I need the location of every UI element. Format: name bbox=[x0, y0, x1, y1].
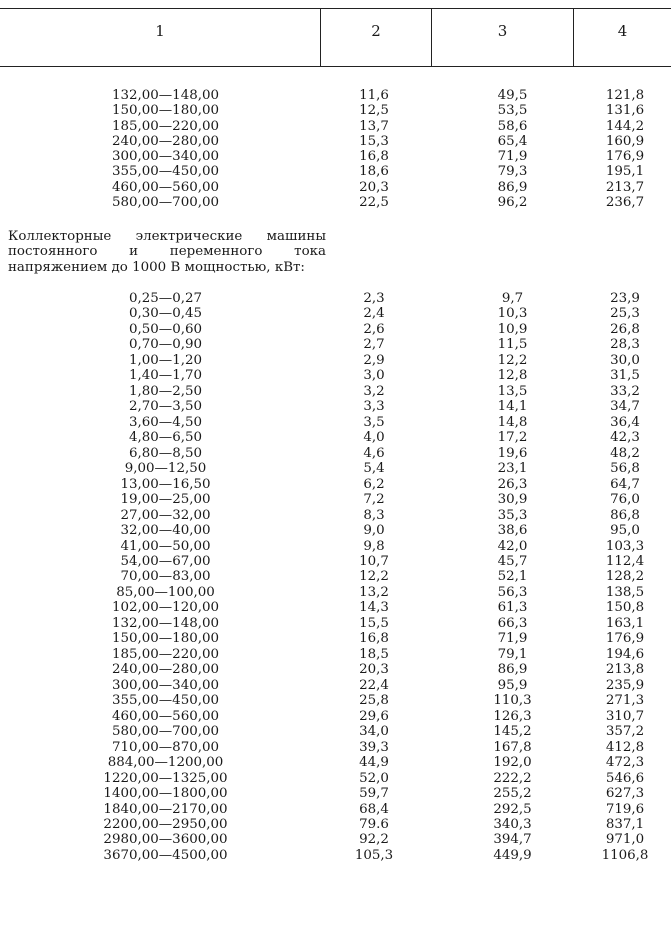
col3-value-cell: 58,6 bbox=[497, 118, 528, 134]
col3-value-cell: 38,6 bbox=[497, 523, 528, 539]
col2-value-cell: 3,3 bbox=[363, 399, 385, 415]
col4-value-cell: 160,9 bbox=[605, 133, 645, 149]
power-range-cell: 2980,00—3600,00 bbox=[103, 832, 228, 848]
power-range-cell: 1400,00—1800,00 bbox=[103, 786, 228, 802]
table-top-rule bbox=[0, 8, 671, 9]
col4-value-cell: 1106,8 bbox=[601, 847, 649, 863]
col4-value-cell: 34,7 bbox=[610, 399, 640, 415]
col4-value-cell: 150,8 bbox=[605, 600, 645, 616]
table-row bbox=[0, 709, 671, 724]
col3-value-cell: 14,1 bbox=[497, 399, 528, 415]
power-range-cell: 132,00—148,00 bbox=[111, 615, 220, 631]
col2-value-cell: 15,5 bbox=[359, 615, 389, 631]
power-range-cell: 884,00—1200,00 bbox=[107, 755, 224, 771]
table-row bbox=[0, 446, 671, 461]
col3-value-cell: 79,3 bbox=[497, 164, 528, 180]
table-row bbox=[0, 461, 671, 476]
col3-value-cell: 255,2 bbox=[493, 786, 532, 802]
col4-value-cell: 23,9 bbox=[610, 291, 640, 306]
col3-value-cell: 66,3 bbox=[497, 615, 528, 631]
col4-value-cell: 95,0 bbox=[610, 523, 640, 539]
col4-value-cell: 163,1 bbox=[605, 615, 645, 631]
col3-value-cell: 12,8 bbox=[497, 368, 528, 384]
table-row bbox=[0, 149, 671, 164]
table-row bbox=[0, 368, 671, 383]
col3-value-cell: 13,5 bbox=[497, 383, 528, 399]
table-row bbox=[0, 415, 671, 430]
table-row bbox=[0, 662, 671, 677]
table-row bbox=[0, 306, 671, 321]
table-row bbox=[0, 600, 671, 615]
power-range-cell: 0,30—0,45 bbox=[128, 306, 203, 322]
col4-value-cell: 56,8 bbox=[610, 461, 640, 477]
col2-value-cell: 13,7 bbox=[359, 118, 389, 134]
col3-value-cell: 192,0 bbox=[493, 755, 532, 771]
col4-value-cell: 26,8 bbox=[610, 321, 640, 337]
col3-value-cell: 79,1 bbox=[497, 646, 528, 662]
col3-value-cell: 26,3 bbox=[497, 476, 528, 492]
power-range-cell: 13,00—16,50 bbox=[120, 476, 211, 492]
section-title: Коллекторные электрические машины постоянного и переменного тока напряжением до 1000 В мощностью, кВт: bbox=[8, 229, 326, 275]
col4-value-cell: 271,3 bbox=[605, 693, 645, 709]
col3-value-cell: 45,7 bbox=[497, 553, 528, 569]
table-row bbox=[0, 164, 671, 179]
power-range-cell: 2200,00—2950,00 bbox=[103, 816, 228, 832]
table-row bbox=[0, 678, 671, 693]
power-range-cell: 300,00—340,00 bbox=[111, 677, 220, 693]
power-range-cell: 240,00—280,00 bbox=[111, 662, 220, 678]
table-row bbox=[0, 88, 671, 103]
table-row bbox=[0, 430, 671, 445]
col3-value-cell: 96,2 bbox=[497, 194, 528, 210]
col2-value-cell: 3,2 bbox=[363, 383, 385, 399]
table-row bbox=[0, 740, 671, 755]
table-row bbox=[0, 832, 671, 847]
col2-value-cell: 29,6 bbox=[359, 708, 389, 724]
col2-value-cell: 68,4 bbox=[359, 801, 389, 817]
power-range-cell: 1,80—2,50 bbox=[128, 383, 203, 399]
power-range-cell: 0,50—0,60 bbox=[128, 321, 203, 337]
power-range-cell: 132,00—148,00 bbox=[111, 88, 220, 103]
col2-value-cell: 2,4 bbox=[363, 306, 385, 322]
col2-value-cell: 20,3 bbox=[359, 179, 389, 195]
col3-value-cell: 145,2 bbox=[493, 724, 532, 740]
col2-value-cell: 9,0 bbox=[363, 523, 385, 539]
col2-value-cell: 59,7 bbox=[359, 786, 389, 802]
col2-value-cell: 105,3 bbox=[354, 847, 394, 863]
col4-value-cell: 837,1 bbox=[605, 816, 645, 832]
power-range-cell: 9,00—12,50 bbox=[124, 461, 207, 477]
power-range-cell: 32,00—40,00 bbox=[120, 523, 211, 539]
col3-value-cell: 9,7 bbox=[501, 291, 524, 306]
col4-value-cell: 412,8 bbox=[605, 739, 645, 755]
col4-value-cell: 42,3 bbox=[610, 430, 640, 446]
power-range-cell: 85,00—100,00 bbox=[116, 584, 215, 600]
power-range-cell: 1840,00—2170,00 bbox=[103, 801, 228, 817]
col4-value-cell: 112,4 bbox=[605, 553, 645, 569]
col4-value-cell: 971,0 bbox=[605, 832, 645, 848]
power-range-cell: 54,00—67,00 bbox=[120, 553, 211, 569]
col3-value-cell: 42,0 bbox=[497, 538, 528, 554]
table-row bbox=[0, 786, 671, 801]
col4-value-cell: 30,0 bbox=[610, 352, 640, 368]
table-row bbox=[0, 291, 671, 306]
table-row bbox=[0, 477, 671, 492]
col3-value-cell: 95,9 bbox=[497, 677, 528, 693]
col2-value-cell: 16,8 bbox=[359, 149, 389, 164]
col4-value-cell: 103,3 bbox=[605, 538, 645, 554]
col3-value-cell: 12,2 bbox=[497, 352, 528, 368]
table-row bbox=[0, 492, 671, 507]
col4-value-cell: 176,9 bbox=[605, 631, 645, 647]
power-range-cell: 150,00—180,00 bbox=[111, 631, 220, 647]
table-row bbox=[0, 195, 671, 210]
col4-value-cell: 33,2 bbox=[610, 383, 640, 399]
col4-value-cell: 64,7 bbox=[610, 476, 640, 492]
col2-value-cell: 3,0 bbox=[363, 368, 385, 384]
power-range-cell: 1220,00—1325,00 bbox=[103, 770, 228, 786]
col4-value-cell: 194,6 bbox=[605, 646, 645, 662]
power-range-cell: 710,00—870,00 bbox=[111, 739, 220, 755]
table-row bbox=[0, 554, 671, 569]
col3-value-cell: 17,2 bbox=[497, 430, 528, 446]
power-range-cell: 580,00—700,00 bbox=[111, 194, 220, 210]
col4-value-cell: 357,2 bbox=[605, 724, 645, 740]
power-range-cell: 70,00—83,00 bbox=[120, 569, 211, 585]
col4-value-cell: 131,6 bbox=[605, 103, 645, 119]
col3-value-cell: 61,3 bbox=[497, 600, 528, 616]
col3-value-cell: 30,9 bbox=[497, 492, 528, 508]
col2-value-cell: 39,3 bbox=[359, 739, 389, 755]
table-row bbox=[0, 771, 671, 786]
col3-value-cell: 340,3 bbox=[493, 816, 532, 832]
col3-value-cell: 86,9 bbox=[497, 179, 528, 195]
col2-value-cell: 4,0 bbox=[363, 430, 385, 446]
power-range-cell: 460,00—560,00 bbox=[111, 708, 220, 724]
col2-value-cell: 12,5 bbox=[359, 103, 389, 119]
table-row bbox=[0, 693, 671, 708]
power-range-cell: 300,00—340,00 bbox=[111, 149, 220, 164]
col2-value-cell: 4,6 bbox=[363, 445, 385, 461]
col4-value-cell: 36,4 bbox=[610, 414, 640, 430]
col3-value-cell: 49,5 bbox=[497, 88, 528, 103]
power-range-cell: 240,00—280,00 bbox=[111, 133, 220, 149]
header-col-1: 1 bbox=[155, 22, 165, 40]
table-row bbox=[0, 755, 671, 770]
col3-value-cell: 35,3 bbox=[497, 507, 528, 523]
col4-value-cell: 472,3 bbox=[605, 755, 645, 771]
col3-value-cell: 167,8 bbox=[493, 739, 532, 755]
col2-value-cell: 34,0 bbox=[359, 724, 389, 740]
table-row bbox=[0, 399, 671, 414]
col2-value-cell: 44,9 bbox=[359, 755, 389, 771]
col2-value-cell: 92,2 bbox=[359, 832, 389, 848]
col3-value-cell: 10,9 bbox=[497, 321, 528, 337]
col4-value-cell: 31,5 bbox=[610, 368, 640, 384]
col2-value-cell: 22,4 bbox=[359, 677, 389, 693]
power-range-cell: 3,60—4,50 bbox=[128, 414, 203, 430]
col4-value-cell: 25,3 bbox=[610, 306, 640, 322]
col4-value-cell: 48,2 bbox=[610, 445, 640, 461]
col3-value-cell: 14,8 bbox=[497, 414, 528, 430]
col2-value-cell: 13,2 bbox=[359, 584, 389, 600]
power-range-cell: 460,00—560,00 bbox=[111, 179, 220, 195]
power-range-cell: 4,80—6,50 bbox=[128, 430, 203, 446]
power-range-cell: 150,00—180,00 bbox=[111, 103, 220, 119]
power-range-cell: 0,70—0,90 bbox=[128, 337, 203, 353]
col2-value-cell: 22,5 bbox=[359, 194, 389, 210]
power-range-cell: 355,00—450,00 bbox=[111, 164, 220, 180]
col2-value-cell: 18,5 bbox=[359, 646, 389, 662]
power-range-cell: 580,00—700,00 bbox=[111, 724, 220, 740]
col3-value-cell: 53,5 bbox=[497, 103, 528, 119]
col2-value-cell: 20,3 bbox=[359, 662, 389, 678]
col2-value-cell: 8,3 bbox=[363, 507, 385, 523]
col4-value-cell: 144,2 bbox=[605, 118, 645, 134]
header-bottom-rule bbox=[0, 66, 671, 67]
header-col-4: 4 bbox=[617, 22, 628, 40]
col4-value-cell: 213,8 bbox=[605, 662, 645, 678]
col3-value-cell: 449,9 bbox=[493, 847, 532, 863]
col3-value-cell: 19,6 bbox=[497, 445, 528, 461]
col3-value-cell: 292,5 bbox=[493, 801, 532, 817]
power-range-cell: 185,00—220,00 bbox=[111, 646, 220, 662]
table-row bbox=[0, 539, 671, 554]
col3-value-cell: 52,1 bbox=[497, 569, 528, 585]
col4-value-cell: 236,7 bbox=[605, 194, 645, 210]
col3-value-cell: 71,9 bbox=[497, 631, 528, 647]
col2-value-cell: 11,6 bbox=[359, 88, 389, 103]
col4-value-cell: 546,6 bbox=[605, 770, 645, 786]
col4-value-cell: 235,9 bbox=[605, 677, 645, 693]
col4-value-cell: 121,8 bbox=[605, 88, 645, 103]
col4-value-cell: 128,2 bbox=[605, 569, 645, 585]
power-range-cell: 1,40—1,70 bbox=[128, 368, 203, 384]
col4-value-cell: 76,0 bbox=[610, 492, 640, 508]
header-col-2: 2 bbox=[371, 22, 381, 40]
col4-value-cell: 138,5 bbox=[605, 584, 645, 600]
power-range-cell: 3670,00—4500,00 bbox=[103, 847, 228, 863]
table-row bbox=[0, 103, 671, 118]
power-range-cell: 27,00—32,00 bbox=[120, 507, 211, 523]
col2-value-cell: 7,2 bbox=[363, 492, 385, 508]
col3-value-cell: 23,1 bbox=[497, 461, 528, 477]
power-range-cell: 41,00—50,00 bbox=[120, 538, 211, 554]
col2-value-cell: 2,9 bbox=[363, 352, 385, 368]
col3-value-cell: 10,3 bbox=[497, 306, 528, 322]
col4-value-cell: 213,7 bbox=[605, 179, 645, 195]
col2-value-cell: 5,4 bbox=[363, 461, 385, 477]
col3-value-cell: 11,5 bbox=[497, 337, 528, 353]
table-row bbox=[0, 569, 671, 584]
table-row bbox=[0, 322, 671, 337]
col2-value-cell: 25,8 bbox=[359, 693, 389, 709]
power-range-cell: 6,80—8,50 bbox=[128, 445, 203, 461]
power-range-cell: 102,00—120,00 bbox=[111, 600, 220, 616]
col2-value-cell: 2,3 bbox=[363, 291, 385, 306]
table-row bbox=[0, 802, 671, 817]
table-row bbox=[0, 817, 671, 832]
col2-value-cell: 79.6 bbox=[359, 816, 389, 832]
power-range-cell: 1,00—1,20 bbox=[128, 352, 203, 368]
col4-value-cell: 719,6 bbox=[605, 801, 645, 817]
power-range-cell: 355,00—450,00 bbox=[111, 693, 220, 709]
col2-value-cell: 12,2 bbox=[359, 569, 389, 585]
table-row bbox=[0, 353, 671, 368]
col3-value-cell: 110,3 bbox=[493, 693, 532, 709]
table-row bbox=[0, 180, 671, 195]
col4-value-cell: 627,3 bbox=[605, 786, 645, 802]
col3-value-cell: 394,7 bbox=[493, 832, 532, 848]
col3-value-cell: 126,3 bbox=[493, 708, 532, 724]
col3-value-cell: 71,9 bbox=[497, 149, 528, 164]
col2-value-cell: 2,7 bbox=[363, 337, 385, 353]
col3-value-cell: 56,3 bbox=[497, 584, 528, 600]
col2-value-cell: 3,5 bbox=[363, 414, 385, 430]
col2-value-cell: 15,3 bbox=[359, 133, 389, 149]
col4-value-cell: 28,3 bbox=[610, 337, 640, 353]
col4-value-cell: 86,8 bbox=[610, 507, 640, 523]
col2-value-cell: 16,8 bbox=[359, 631, 389, 647]
col2-value-cell: 2,6 bbox=[363, 321, 385, 337]
table-row bbox=[0, 384, 671, 399]
col3-value-cell: 86,9 bbox=[497, 662, 528, 678]
power-range-cell: 0,25—0,27 bbox=[128, 291, 203, 306]
table-row bbox=[0, 508, 671, 523]
header-col-3: 3 bbox=[497, 22, 508, 40]
col4-value-cell: 310,7 bbox=[605, 708, 645, 724]
table-row bbox=[0, 119, 671, 134]
col2-value-cell: 14,3 bbox=[359, 600, 389, 616]
col4-value-cell: 195,1 bbox=[605, 164, 645, 180]
col3-value-cell: 65,4 bbox=[497, 133, 528, 149]
table-row bbox=[0, 631, 671, 646]
table-row bbox=[0, 585, 671, 600]
table-row bbox=[0, 647, 671, 662]
table-row bbox=[0, 724, 671, 739]
power-range-cell: 185,00—220,00 bbox=[111, 118, 220, 134]
col2-value-cell: 18,6 bbox=[359, 164, 389, 180]
power-range-cell: 19,00—25,00 bbox=[120, 492, 211, 508]
table-row bbox=[0, 134, 671, 149]
col4-value-cell: 176,9 bbox=[605, 149, 645, 164]
col2-value-cell: 6,2 bbox=[363, 476, 385, 492]
col3-value-cell: 222,2 bbox=[493, 770, 532, 786]
table-row bbox=[0, 523, 671, 538]
col2-value-cell: 9,8 bbox=[363, 538, 385, 554]
table-row bbox=[0, 616, 671, 631]
table-row bbox=[0, 848, 671, 863]
table-row bbox=[0, 337, 671, 352]
col2-value-cell: 52,0 bbox=[359, 770, 389, 786]
power-range-cell: 2,70—3,50 bbox=[128, 399, 203, 415]
col2-value-cell: 10,7 bbox=[359, 553, 389, 569]
